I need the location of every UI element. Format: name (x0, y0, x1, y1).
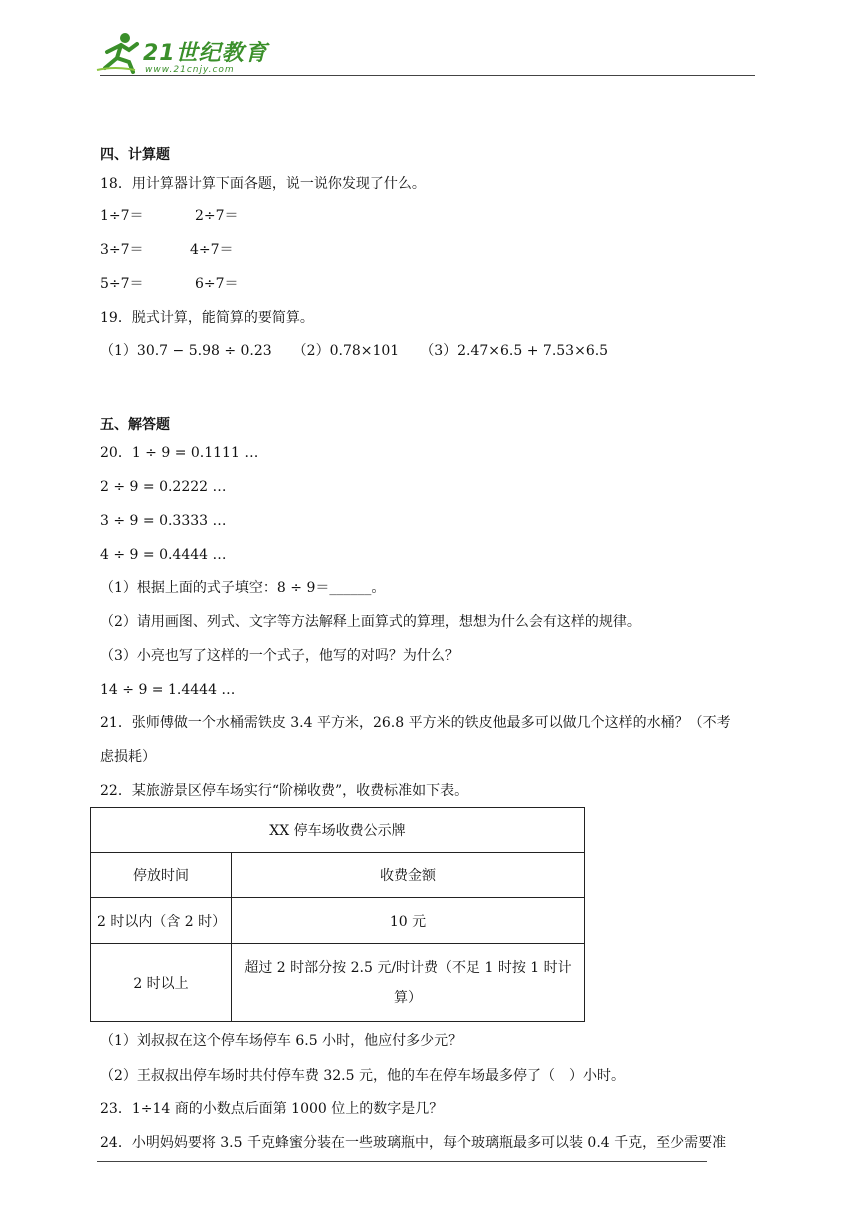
table-header-fee: 收费金额 (232, 853, 585, 898)
q18-item-6: 6÷7＝ (195, 276, 239, 292)
table-title: XX 停车场收费公示牌 (91, 808, 585, 853)
q22-part-2: （2）王叔叔出停车场时共付停车费 32.5 元，他的车在停车场最多停了（ ）小时。 (100, 1068, 625, 1084)
section-4-title: 四、计算题 (100, 147, 170, 163)
q18-stem: 18．用计算器计算下面各题，说一说你发现了什么。 (100, 176, 426, 192)
header-divider (100, 75, 755, 76)
q21-line-2: 虑损耗） (100, 749, 156, 765)
q20-part-2: （2）请用画图、列式、文字等方法解释上面算式的算理，想想为什么会有这样的规律。 (100, 614, 641, 630)
q18-item-4: 4÷7＝ (190, 242, 234, 258)
q23: 23．1÷14 商的小数点后面第 1000 位上的数字是几？ (100, 1101, 444, 1117)
logo-url: www.21cnjy.com (145, 65, 235, 75)
q22-stem: 22．某旅游景区停车场实行“阶梯收费”，收费标准如下表。 (100, 783, 469, 799)
table-cell-time-2: 2 时以上 (91, 944, 232, 1022)
q18-item-1: 1÷7＝ (100, 208, 144, 224)
q20-line-1: 20．1 ÷ 9 = 0.1111 … (100, 445, 259, 461)
page-header (95, 30, 755, 80)
table-cell-fee-2 (232, 944, 585, 1022)
q20-line-2: 2 ÷ 9 = 0.2222 … (100, 479, 227, 495)
q18-item-5: 5÷7＝ (100, 276, 144, 292)
q21-line-1: 21．张师傅做一个水桶需铁皮 3.4 平方米，26.8 平方米的铁皮他最多可以做几个这样的水桶？（不考 (100, 715, 731, 731)
q20-line-3: 3 ÷ 9 = 0.3333 … (100, 513, 227, 529)
q20-part-1: （1）根据上面的式子填空：8 ÷ 9＝______。 (100, 580, 386, 596)
q20-part-3: （3）小亮也写了这样的一个式子，他写的对吗？为什么？ (100, 648, 459, 664)
q20-line-5: 14 ÷ 9 = 1.4444 … (100, 682, 236, 698)
logo-text: 21世纪教育 (143, 41, 268, 66)
q19-stem: 19．脱式计算，能简算的要简算。 (100, 310, 314, 326)
parking-fee-table (90, 807, 585, 1022)
q18-item-2: 2÷7＝ (195, 208, 239, 224)
runner-logo-icon (95, 30, 145, 75)
footer-divider (97, 1161, 707, 1162)
fee-rule-line-1: 超过 2 时部分按 2.5 元/时计费（不足 1 时按 1 时计 (244, 959, 572, 976)
table-header-time: 停放时间 (91, 853, 232, 898)
q22-part-1: （1）刘叔叔在这个停车场停车 6.5 小时，他应付多少元？ (100, 1033, 463, 1049)
q19-parts: （1）30.7 − 5.98 ÷ 0.23 （2）0.78×101 （3）2.47×6.5 + 7.53×6.5 (100, 343, 609, 359)
fee-rule-line-2: 算） (394, 989, 422, 1006)
q20-line-4: 4 ÷ 9 = 0.4444 … (100, 547, 227, 563)
section-5-title: 五、解答题 (100, 417, 170, 433)
q18-item-3: 3÷7＝ (100, 242, 144, 258)
q24: 24．小明妈妈要将 3.5 千克蜂蜜分装在一些玻璃瓶中，每个玻璃瓶最多可以装 0.4 千克，至少需要准 (100, 1135, 727, 1151)
table-cell-fee-1: 10 元 (232, 898, 585, 944)
table-cell-time-1: 2 时以内（含 2 时） (91, 898, 232, 944)
